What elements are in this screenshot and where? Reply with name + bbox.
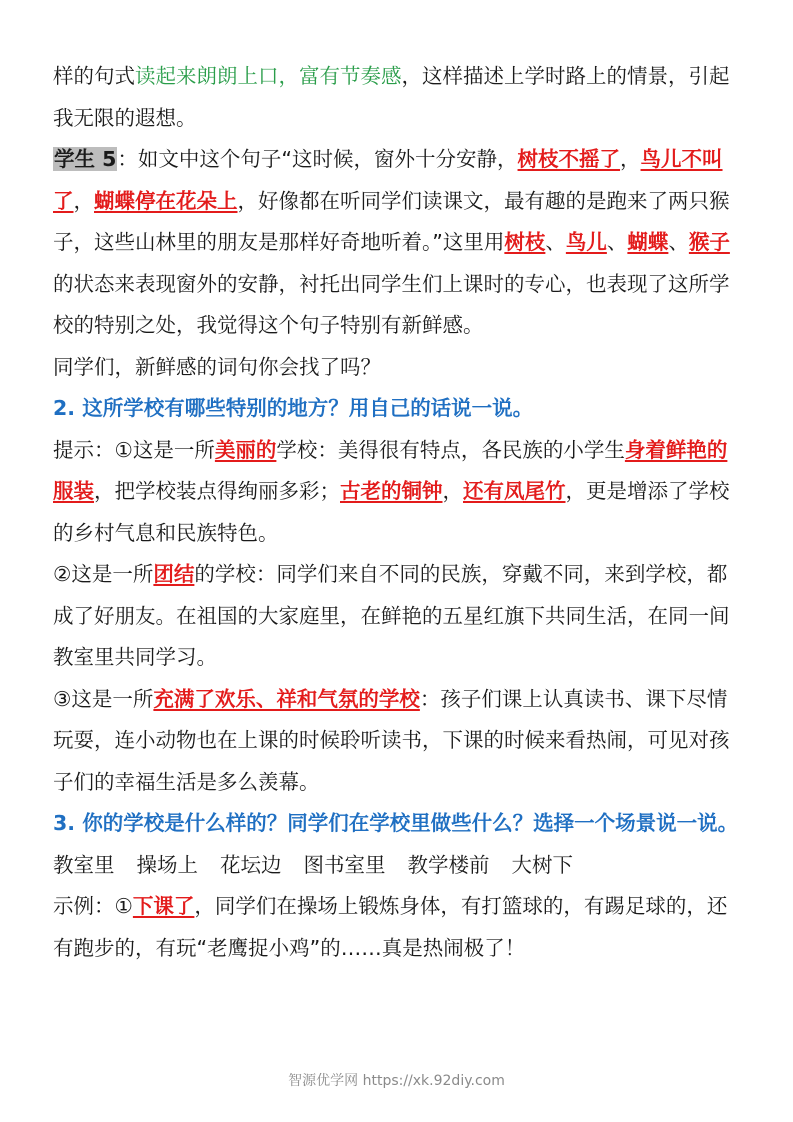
keyword-costumes: 身着鲜艳的服装	[53, 437, 728, 503]
student-label: 学生 5	[54, 147, 117, 171]
hint-2: ②这是一所团结的学校：同学们来自不同的民族，穿戴不同，来到学校，都成了好朋友。在祖国的大家庭里，在鲜艳的五星红旗下共同生活，在同一间教室里共同学习。	[53, 562, 730, 669]
option-flowerbed: 花坛边	[220, 852, 282, 877]
question-2-heading: 2. 这所学校有哪些特别的地方？用自己的话说一说。	[53, 396, 534, 420]
keyword-branches: 树枝不摇了	[517, 147, 621, 171]
paragraph-student5: 学生 5：如文中这个句子“这时候，窗外十分安静，树枝不摇了，鸟儿不叫了，蝴蝶停在花朵上，好像都在听同学们读课文，最有趣的是跑来了两只猴子，这些山林里的朋友是那样好奇地听着。”这里用树枝、鸟儿、蝴蝶、猴子的状态来表现窗外的安静，衬托出同学生们上课时的专心，也表现了这所学校的特别之处，我觉得这个句子特别有新鲜感。	[53, 147, 730, 337]
question-3-heading: 3. 你的学校是什么样的？同学们在学校里做些什么？选择一个场景说一说。	[53, 811, 739, 835]
document-body	[53, 56, 745, 969]
keyword-butterflies: 蝴蝶停在花朵上	[94, 188, 238, 213]
example-paragraph: 示例：①下课了，同学们在操场上锻炼身体，有打篮球的，有踢足球的，还有跑步的，有玩“老鹰捉小鸡”的……真是热闹极了！	[53, 894, 728, 960]
keyword-monkey: 猴子	[688, 230, 730, 254]
keyword-after-class: 下课了	[132, 894, 195, 918]
option-tree: 大树下	[511, 852, 573, 877]
option-classroom: 教室里	[53, 852, 115, 877]
keyword-butterfly: 蝴蝶	[627, 230, 669, 254]
scene-options	[53, 845, 745, 887]
keyword-branch: 树枝	[504, 230, 546, 254]
option-library: 图书室里	[303, 852, 386, 877]
option-building: 教学楼前	[407, 852, 490, 877]
hint-3: ③这是一所充满了欢乐、祥和气氛的学校：孩子们课上认真读书、课下尽情玩耍，连小动物也在上课的时候聆听读书，下课的时候来看热闹，可见对孩子们的幸福生活是多么羡幕。	[53, 686, 730, 794]
keyword-bamboo: 还有凤尾竹	[463, 479, 566, 503]
paragraph-question-freshness: 同学们，新鲜感的词句你会找了吗？	[53, 354, 381, 379]
hint-1: 提示：①这是一所美丽的学校：美得很有特点，各民族的小学生身着鲜艳的服装，把学校装点得绚丽多彩；古老的铜钟，还有凤尾竹，更是增添了学校的乡村气息和民族特色。	[53, 437, 730, 545]
keyword-bird: 鸟儿	[565, 230, 607, 254]
paragraph-sentence-pattern: 样的句式读起来朗朗上口，富有节奏感，这样描述上学时路上的情景，引起我无限的遐想。	[53, 64, 730, 130]
green-emphasis: 读起来朗朗上口，富有节奏感	[135, 64, 402, 88]
keyword-bell: 古老的铜钟	[340, 479, 443, 503]
keyword-beautiful: 美丽的	[214, 437, 277, 462]
option-playground: 操场上	[136, 852, 198, 877]
keyword-unity: 团结	[153, 562, 195, 586]
footer-watermark: 智源优学网 https://xk.92diy.com	[288, 1073, 505, 1089]
keyword-joyful: 充满了欢乐、祥和气氛的学校	[153, 686, 420, 711]
keyword-birds: 鸟儿不叫了	[53, 147, 723, 213]
